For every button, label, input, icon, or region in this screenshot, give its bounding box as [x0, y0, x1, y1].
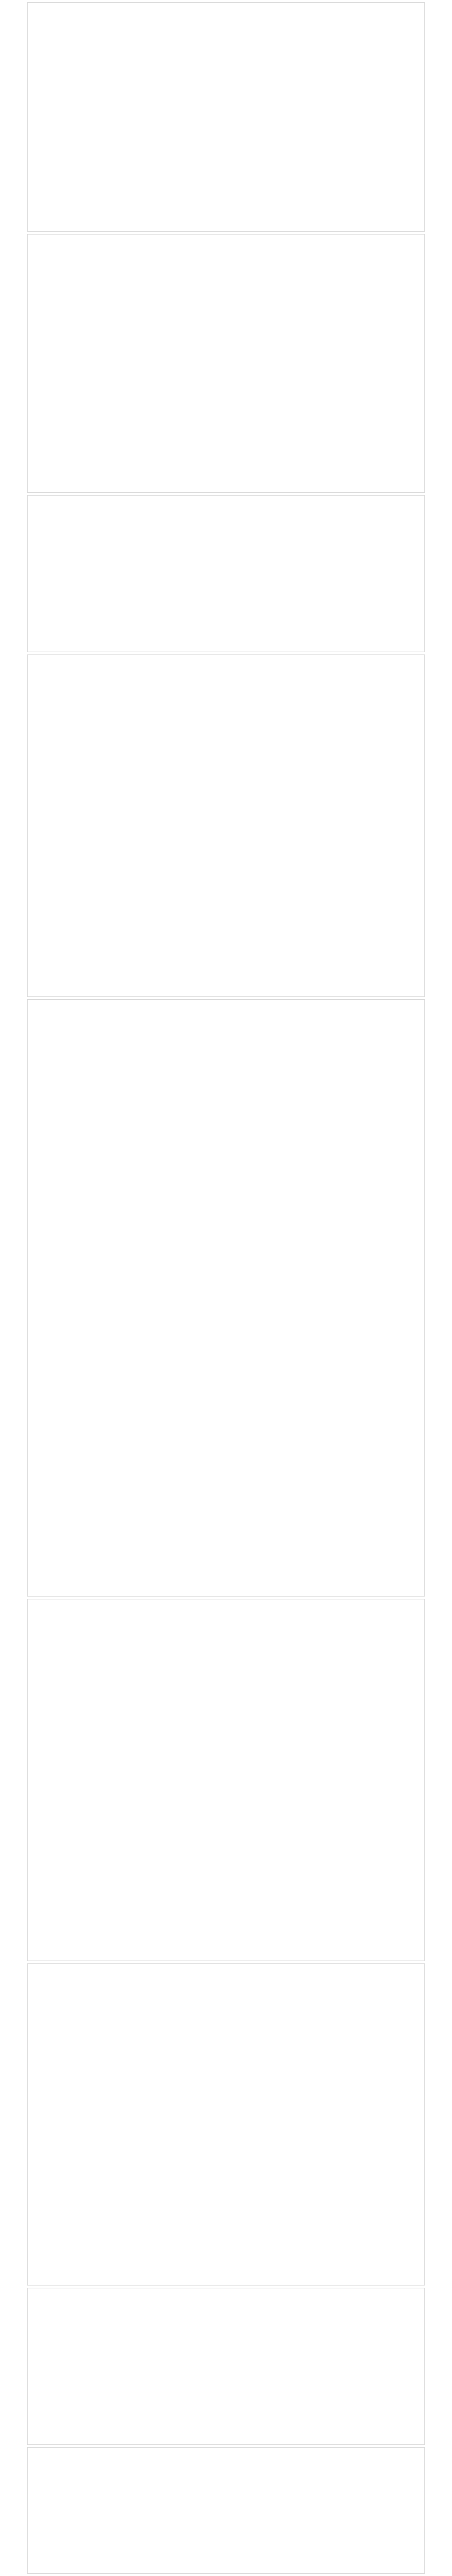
- section-block: [27, 2, 425, 232]
- section-block: [27, 1599, 425, 1961]
- section-block: [27, 2447, 425, 2574]
- section-block: [27, 495, 425, 652]
- section-block: [27, 654, 425, 997]
- section-block: [27, 1963, 425, 2286]
- section-block: [27, 2288, 425, 2445]
- section-block: [27, 234, 425, 493]
- section-block: [27, 999, 425, 1597]
